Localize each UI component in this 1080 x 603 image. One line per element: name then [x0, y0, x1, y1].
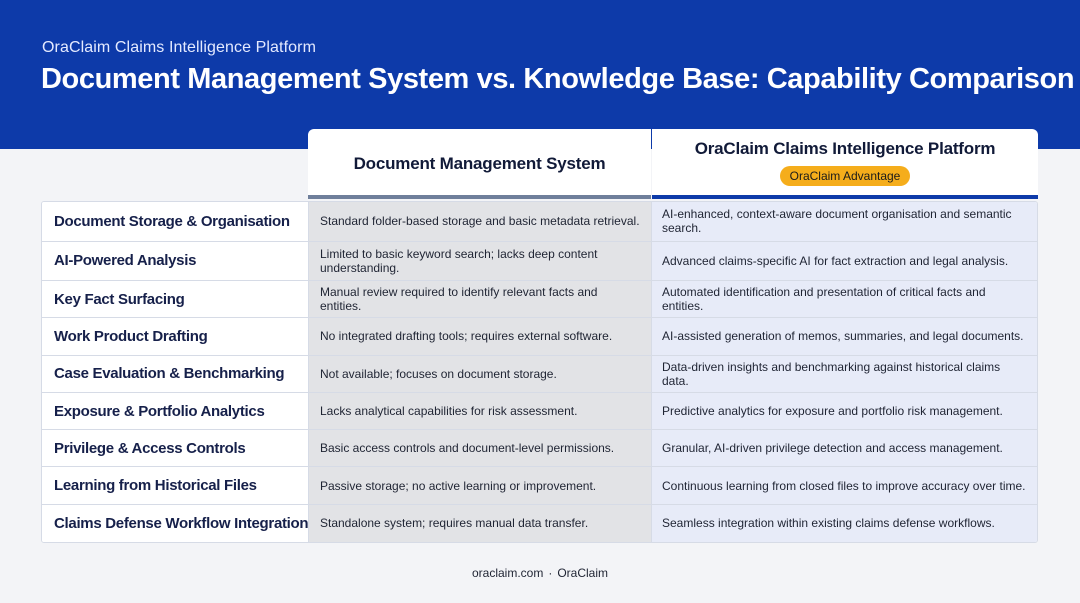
table-row [42, 281, 1037, 318]
dms-cell: Standard folder-based storage and basic metadata retrieval. [309, 202, 652, 241]
capability-label: Key Fact Surfacing [42, 281, 309, 317]
platform-eyebrow: OraClaim Claims Intelligence Platform [42, 39, 317, 56]
table-row [42, 356, 1037, 393]
dms-cell: Basic access controls and document-level permissions. [309, 430, 652, 466]
table-row [42, 202, 1037, 242]
capability-label: Work Product Drafting [42, 318, 309, 354]
capability-label: AI-Powered Analysis [42, 242, 309, 281]
oraclaim-cell: Seamless integration within existing claims defense workflows. [652, 505, 1037, 542]
capability-label: Case Evaluation & Benchmarking [42, 356, 309, 392]
oraclaim-column-header [652, 129, 1038, 199]
dms-cell: Standalone system; requires manual data transfer. [309, 505, 652, 542]
dms-column-header [308, 129, 651, 199]
oraclaim-cell: AI-assisted generation of memos, summaries, and legal documents. [652, 318, 1037, 354]
table-row [42, 467, 1037, 504]
footer-site-link[interactable]: oraclaim.com [471, 566, 544, 580]
comparison-table [41, 201, 1038, 543]
table-row [42, 393, 1037, 430]
dms-column-title: Document Management System [353, 154, 606, 173]
oraclaim-column-title: OraClaim Claims Intelligence Platform [694, 138, 996, 158]
oraclaim-cell: Continuous learning from closed files to improve accuracy over time. [652, 467, 1037, 503]
dms-cell: Manual review required to identify relevant facts and entities. [309, 281, 652, 317]
dms-cell: Limited to basic keyword search; lacks deep content understanding. [309, 242, 652, 281]
dms-cell: Passive storage; no active learning or improvement. [309, 467, 652, 503]
dms-cell: Lacks analytical capabilities for risk assessment. [309, 393, 652, 429]
footer [0, 566, 1080, 580]
footer-brand: OraClaim [557, 566, 609, 580]
page-title: Document Management System vs. Knowledge Base: Capability Comparison [41, 63, 1075, 95]
header-banner [0, 0, 1080, 149]
table-row [42, 430, 1037, 467]
dms-cell: No integrated drafting tools; requires external software. [309, 318, 652, 354]
capability-label: Privilege & Access Controls [42, 430, 309, 466]
oraclaim-cell: Granular, AI-driven privilege detection and access management. [652, 430, 1037, 466]
capability-label: Learning from Historical Files [42, 467, 309, 503]
table-row [42, 505, 1037, 542]
capability-label: Claims Defense Workflow Integration [42, 505, 309, 542]
footer-separator: · [548, 566, 553, 580]
capability-label: Document Storage & Organisation [42, 202, 309, 241]
advantage-badge: OraClaim Advantage [780, 166, 911, 186]
oraclaim-cell: Predictive analytics for exposure and portfolio risk management. [652, 393, 1037, 429]
oraclaim-cell: Advanced claims-specific AI for fact extraction and legal analysis. [652, 242, 1037, 281]
dms-cell: Not available; focuses on document storage. [309, 356, 652, 392]
oraclaim-cell: AI-enhanced, context-aware document organisation and semantic search. [652, 202, 1037, 241]
capability-label: Exposure & Portfolio Analytics [42, 393, 309, 429]
oraclaim-cell: Automated identification and presentation of critical facts and entities. [652, 281, 1037, 317]
table-row [42, 242, 1037, 282]
oraclaim-cell: Data-driven insights and benchmarking against historical claims data. [652, 356, 1037, 392]
table-row [42, 318, 1037, 355]
